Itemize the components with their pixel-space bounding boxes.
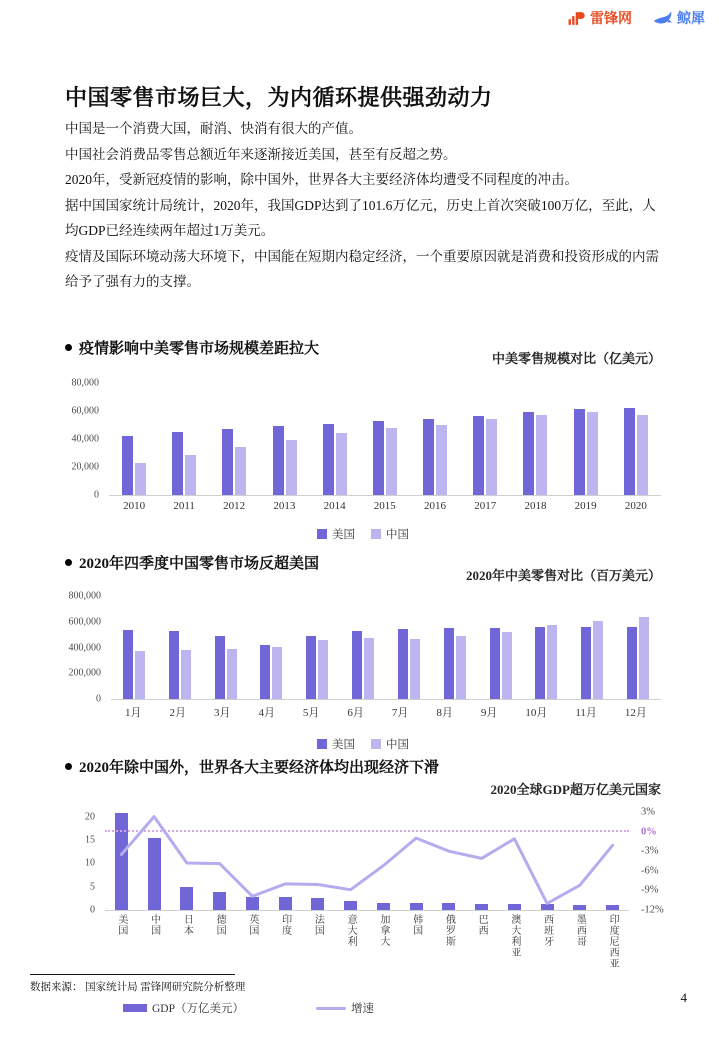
bar-group-西班牙 xyxy=(541,904,554,910)
right-y-tick: -6% xyxy=(641,865,659,877)
bar-中国 xyxy=(536,415,547,495)
header-logos xyxy=(567,8,705,28)
bar-group-11月 xyxy=(581,621,603,700)
bar-中国 xyxy=(286,440,297,495)
left-y-tick: 15 xyxy=(85,834,95,846)
bar-group-3月 xyxy=(215,636,237,699)
bar-group-巴西 xyxy=(475,904,488,911)
footer-rule xyxy=(30,974,235,975)
y-tick: 0 xyxy=(94,489,99,501)
y-tick: 800,000 xyxy=(68,590,101,602)
cn-series-swatch-icon xyxy=(371,529,381,539)
bar-group-2012 xyxy=(222,429,246,495)
gdp-bar-加拿大 xyxy=(377,903,390,911)
bar-group-2月 xyxy=(169,631,191,699)
bar-group-2016 xyxy=(423,419,447,495)
bar-美国 xyxy=(423,419,434,495)
bar-group-中国 xyxy=(148,838,161,910)
x-label-西班牙: 西班牙 xyxy=(541,914,553,947)
bar-group-1月 xyxy=(123,630,145,699)
x-label: 9月 xyxy=(480,707,498,719)
x-label-加拿大: 加拿大 xyxy=(377,914,389,947)
bar-group-美国 xyxy=(115,813,128,911)
bar-美国 xyxy=(373,421,384,495)
gdp-bar-日本 xyxy=(180,887,193,910)
bar-group-2011 xyxy=(172,432,196,495)
bar-group-2010 xyxy=(122,436,146,495)
bar-group-2020 xyxy=(624,408,648,495)
bar-美国 xyxy=(444,628,454,699)
legend-label: 中国 xyxy=(386,739,409,751)
bar-group-墨西哥 xyxy=(573,905,586,910)
bar-group-6月 xyxy=(352,631,374,700)
bar-中国 xyxy=(456,636,466,699)
right-y-tick: -12% xyxy=(641,904,664,916)
bar-美国 xyxy=(352,631,362,700)
bar-group-2017 xyxy=(473,416,497,495)
x-label-俄罗斯: 俄罗斯 xyxy=(443,914,455,947)
paragraph: 2020年，受新冠疫情的影响，除中国外，世界各大主要经济体均遭受不同程度的冲击。 xyxy=(65,172,578,187)
bar-美国 xyxy=(398,629,408,699)
legend-item-us xyxy=(317,736,355,752)
bar-美国 xyxy=(581,627,591,699)
bar-group-印度尼西亚 xyxy=(606,905,619,910)
x-label: 2014 xyxy=(323,500,346,512)
bar-美国 xyxy=(523,412,534,495)
y-tick: 20,000 xyxy=(71,461,99,473)
x-label: 2015 xyxy=(373,500,396,512)
y-tick: 40,000 xyxy=(71,433,99,445)
jingxi-logo xyxy=(652,8,705,28)
legend-label: 美国 xyxy=(332,739,355,751)
legend-item-us xyxy=(317,526,355,542)
x-label: 1月 xyxy=(124,707,142,719)
gdp-bar-西班牙 xyxy=(541,904,554,910)
section-heading-row xyxy=(65,756,661,798)
x-label: 2016 xyxy=(424,500,447,512)
bar-美国 xyxy=(215,636,225,699)
plot-area xyxy=(105,812,629,911)
us-series-swatch-icon xyxy=(317,529,327,539)
bar-美国 xyxy=(323,424,334,495)
x-label: 7月 xyxy=(391,707,409,719)
paragraph: 中国是一个消费大国，耐消、快消有很大的产值。 xyxy=(65,121,362,136)
bar-美国 xyxy=(123,630,133,699)
right-y-tick: -3% xyxy=(641,845,659,857)
footer-source xyxy=(30,974,245,994)
bar-中国 xyxy=(637,415,648,496)
gdp-bar-意大利 xyxy=(344,901,357,910)
x-label-墨西哥: 墨西哥 xyxy=(574,914,586,947)
bar-中国 xyxy=(336,433,347,495)
bar-中国 xyxy=(436,425,447,495)
bar-中国 xyxy=(181,650,191,699)
x-label: 2018 xyxy=(524,500,547,512)
bar-美国 xyxy=(473,416,484,495)
bar-美国 xyxy=(273,426,284,495)
bar-group-8月 xyxy=(444,628,466,699)
bar-group-英国 xyxy=(246,897,259,910)
bar-中国 xyxy=(185,455,196,495)
bar-美国 xyxy=(172,432,183,495)
bar-中国 xyxy=(135,463,146,495)
bar-group-12月 xyxy=(627,617,649,699)
x-label: 2020 xyxy=(624,500,647,512)
section-bullet-heading: 疫情影响中美零售市场规模差距拉大 xyxy=(65,337,319,358)
legend xyxy=(65,526,661,542)
bar-group-2013 xyxy=(273,426,297,495)
gdp-bar-法国 xyxy=(311,898,324,910)
legend-item-gdp xyxy=(123,1000,244,1016)
x-label: 12月 xyxy=(624,707,647,719)
bar-中国 xyxy=(639,617,649,699)
x-axis-labels xyxy=(109,500,661,512)
bar-中国 xyxy=(135,651,145,699)
legend-item-cn xyxy=(371,736,409,752)
left-y-tick: 5 xyxy=(90,881,95,893)
x-label-日本: 日本 xyxy=(181,914,193,936)
jingxi-logo-text: 鲸犀 xyxy=(677,10,705,26)
x-label-英国: 英国 xyxy=(246,914,258,936)
bar-group-韩国 xyxy=(410,903,423,911)
bar-美国 xyxy=(627,627,637,699)
section-bullet-heading: 2020年除中国外，世界各大主要经济体均出现经济下滑 xyxy=(65,756,439,777)
right-y-tick: 0% xyxy=(641,826,657,838)
gdp-bar-墨西哥 xyxy=(573,905,586,910)
monthly-retail-chart xyxy=(65,590,661,752)
plot-area xyxy=(111,596,661,700)
zero-growth-line xyxy=(105,830,629,832)
left-y-axis xyxy=(65,811,101,916)
right-y-tick: -9% xyxy=(641,884,659,896)
bar-美国 xyxy=(574,409,585,495)
x-label: 2017 xyxy=(474,500,497,512)
us-series-swatch-icon xyxy=(317,739,327,749)
page-title: 中国零售市场巨大，为内循环提供强劲动力 xyxy=(65,84,493,110)
section-bullet-heading: 2020年四季度中国零售市场反超美国 xyxy=(65,552,319,573)
bar-group-7月 xyxy=(398,629,420,699)
y-axis xyxy=(65,377,105,501)
x-label-法国: 法国 xyxy=(312,914,324,936)
x-label: 8月 xyxy=(436,707,453,719)
bar-group-加拿大 xyxy=(377,903,390,911)
x-label: 2019 xyxy=(574,500,597,512)
x-label-中国: 中国 xyxy=(148,914,160,936)
legend xyxy=(123,1000,374,1016)
x-label-澳大利亚: 澳大利亚 xyxy=(508,914,520,958)
paragraph: 据中国国家统计局统计，2020年，我国GDP达到了101.6万亿元，历史上首次突破100万亿，至此，人均GDP已经连续两年超过1万美元。 xyxy=(65,197,656,238)
x-label: 2010 xyxy=(123,500,146,512)
bar-group-意大利 xyxy=(344,901,357,910)
x-label: 2011 xyxy=(173,500,195,512)
jingxi-whale-icon xyxy=(652,9,673,28)
leifeng-logo xyxy=(567,8,632,28)
x-axis-labels xyxy=(105,914,629,972)
leifeng-logo-text: 雷锋网 xyxy=(590,10,632,26)
cn-series-swatch-icon xyxy=(371,739,381,749)
chart-title: 中美零售规模对比（亿美元） xyxy=(491,351,661,366)
legend-label: GDP（万亿美元） xyxy=(152,1003,245,1015)
x-axis-labels xyxy=(111,704,661,720)
bar-group-2014 xyxy=(323,424,347,495)
bar-group-2015 xyxy=(373,421,397,495)
bar-美国 xyxy=(222,429,233,495)
bar-group-印度 xyxy=(279,897,292,910)
growth-line-swatch-icon xyxy=(316,1007,346,1010)
x-label: 2月 xyxy=(169,707,186,719)
y-tick: 600,000 xyxy=(68,616,101,628)
left-y-tick: 10 xyxy=(85,857,95,869)
legend-label: 美国 xyxy=(332,529,355,541)
legend-item-cn xyxy=(371,526,409,542)
right-y-tick: 3% xyxy=(641,806,655,818)
right-y-axis xyxy=(637,806,681,916)
y-tick: 400,000 xyxy=(68,642,101,653)
bar-group-2019 xyxy=(574,409,598,495)
left-y-tick: 0 xyxy=(90,904,95,916)
page-number: 4 xyxy=(680,990,687,1005)
bar-美国 xyxy=(490,628,500,699)
x-label: 2012 xyxy=(223,500,246,512)
bar-group-2018 xyxy=(523,412,547,495)
x-label-意大利: 意大利 xyxy=(345,914,357,947)
x-label: 2013 xyxy=(273,500,296,512)
data-source-text: 数据来源： 国家统计局 雷锋网研究院分析整理 xyxy=(30,982,246,993)
bar-中国 xyxy=(410,639,420,699)
bar-美国 xyxy=(169,631,179,699)
gdp-bar-韩国 xyxy=(410,903,423,911)
bar-美国 xyxy=(624,408,635,495)
y-axis xyxy=(65,590,107,705)
gdp-bar-美国 xyxy=(115,813,128,911)
paragraph: 疫情及国际环境动荡大环境下，中国能在短期内稳定经济，一个重要原因就是消费和投资形成的内需给予了强有力的支撑。 xyxy=(65,248,659,289)
x-label-韩国: 韩国 xyxy=(410,914,422,936)
legend xyxy=(65,736,661,752)
section-heading-row xyxy=(65,337,661,367)
x-label: 5月 xyxy=(302,707,320,719)
gdp-bar-中国 xyxy=(148,838,161,910)
bar-group-4月 xyxy=(260,645,282,699)
gdp-bar-巴西 xyxy=(475,904,488,911)
bar-美国 xyxy=(260,645,270,699)
bar-中国 xyxy=(235,447,246,495)
left-y-tick: 20 xyxy=(85,811,95,823)
legend-label: 增速 xyxy=(351,1003,375,1015)
y-tick: 80,000 xyxy=(71,377,99,389)
bar-中国 xyxy=(318,640,328,699)
bar-中国 xyxy=(272,647,282,699)
bar-group-俄罗斯 xyxy=(442,903,455,910)
x-label: 10月 xyxy=(525,707,548,719)
plot-area xyxy=(109,383,661,496)
gdp-bar-英国 xyxy=(246,897,259,910)
bar-中国 xyxy=(486,419,497,495)
gdp-bar-澳大利亚 xyxy=(508,904,521,911)
section-annual-retail xyxy=(65,337,661,542)
bar-中国 xyxy=(587,412,598,495)
legend-label: 中国 xyxy=(386,529,409,541)
bar-美国 xyxy=(306,636,316,699)
y-tick: 60,000 xyxy=(71,405,99,417)
annual-retail-chart xyxy=(65,377,661,542)
bar-美国 xyxy=(535,627,545,699)
bar-group-日本 xyxy=(180,887,193,910)
gdp-bar-swatch-icon xyxy=(123,1004,147,1012)
y-tick: 200,000 xyxy=(68,667,101,679)
x-label-印度: 印度 xyxy=(279,914,291,936)
bar-中国 xyxy=(502,632,512,699)
bar-中国 xyxy=(364,638,374,700)
bar-group-澳大利亚 xyxy=(508,904,521,911)
gdp-bar-印度 xyxy=(279,897,292,910)
x-label-印度尼西亚: 印度尼西亚 xyxy=(607,914,619,969)
x-label-德国: 德国 xyxy=(214,914,226,936)
bar-中国 xyxy=(593,621,603,700)
leifeng-logo-icon xyxy=(567,9,586,28)
bar-中国 xyxy=(227,649,237,699)
body-paragraphs xyxy=(65,116,661,295)
bar-美国 xyxy=(122,436,133,495)
bar-group-9月 xyxy=(490,628,512,699)
chart-title: 2020全球GDP超万亿美元国家 xyxy=(490,782,661,797)
gdp-bar-印度尼西亚 xyxy=(606,905,619,910)
x-label: 4月 xyxy=(258,707,275,719)
x-label-美国: 美国 xyxy=(115,914,127,936)
bar-group-德国 xyxy=(213,892,226,910)
bar-group-法国 xyxy=(311,898,324,910)
paragraph: 中国社会消费品零售总额近年来逐渐接近美国，甚至有反超之势。 xyxy=(65,146,457,162)
bar-中国 xyxy=(547,625,557,699)
x-label: 3月 xyxy=(213,707,231,719)
legend-item-growth xyxy=(316,1000,374,1016)
bar-中国 xyxy=(386,428,397,495)
section-monthly-retail xyxy=(65,552,661,752)
y-tick: 0 xyxy=(96,693,101,705)
gdp-bar-俄罗斯 xyxy=(442,903,455,910)
gdp-bar-德国 xyxy=(213,892,226,910)
x-label: 6月 xyxy=(347,707,364,719)
x-label-巴西: 巴西 xyxy=(476,914,488,936)
x-label: 11月 xyxy=(575,707,597,719)
section-heading-row xyxy=(65,552,661,584)
chart-title: 2020年中美零售对比（百万美元） xyxy=(465,568,661,583)
bar-group-5月 xyxy=(306,636,328,699)
bar-group-10月 xyxy=(535,625,557,699)
